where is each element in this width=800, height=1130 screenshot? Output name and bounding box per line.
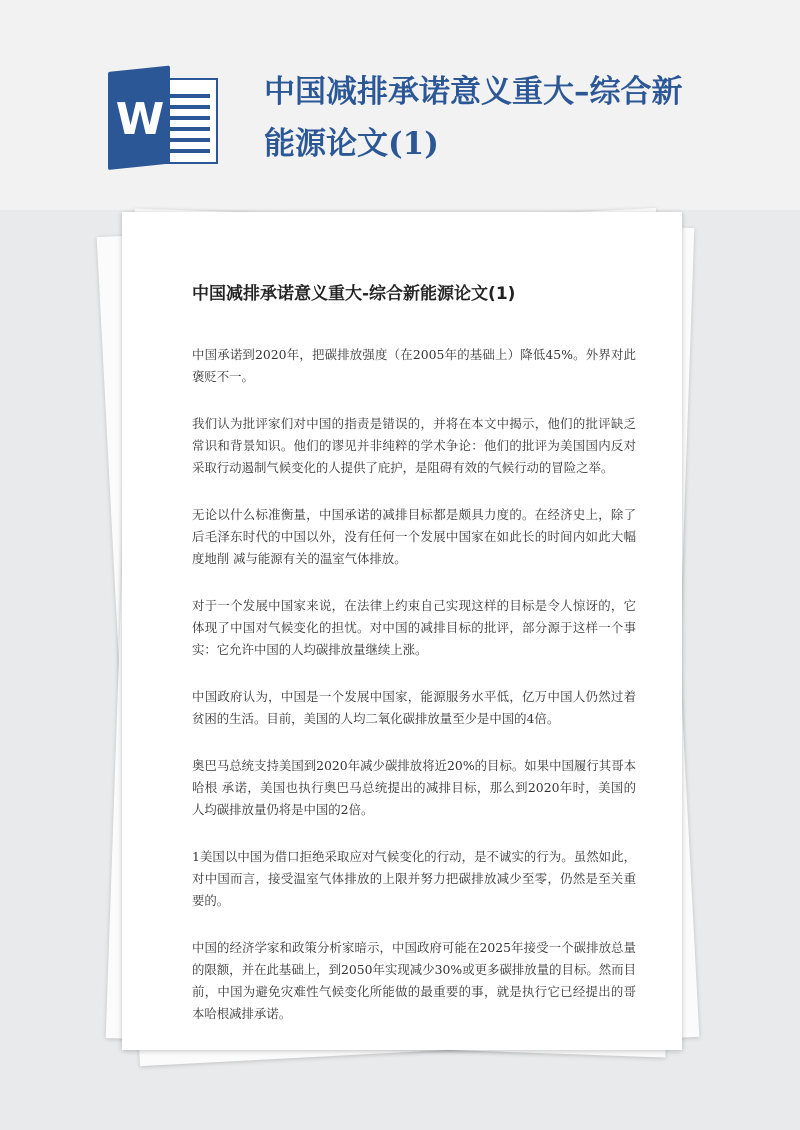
- text-line-graphic: [170, 127, 210, 131]
- document-page: [122, 212, 682, 1050]
- paragraph: 中国承诺到2020年，把碳排放强度（在2005年的基础上）降低45%。外界对此褒贬不一。: [192, 347, 636, 384]
- paragraph: 我们认为批评家们对中国的指责是错误的，并将在本文中揭示，他们的批评缺乏常识和背景知识。他们的谬见并非纯粹的学术争论：他们的批评为美国国内反对采取行动遏制气候变化的人提供了庇护，是阻碍有效的气候行动的冒险之举。: [192, 416, 636, 475]
- paragraph: 中国的经济学家和政策分析家暗示，中国政府可能在2025年接受一个碳排放总量的限额，并在此基础上，到2050年实现减少30%或更多碳排放量的目标。然而目前，中国为避免灾难性气候变化所能做的最重要的事，就是执行它已经提出的哥本哈根减排承诺。: [192, 940, 636, 1021]
- header-banner: [0, 0, 800, 210]
- paragraph: 1美国以中国为借口拒绝采取应对气候变化的行动，是不诚实的行为。虽然如此，对中国而言，接受温室气体排放的上限并努力把碳排放减少至零，仍然是至关重要的。: [192, 849, 636, 908]
- text-line-graphic: [170, 149, 210, 153]
- paragraph: 对于一个发展中国家来说，在法律上约束自己实现这样的目标是令人惊讶的，它体现了中国对气候变化的担忧。对中国的减排目标的批评，部分源于这样一个事实：它允许中国的人均碳排放量继续上涨。: [192, 598, 636, 657]
- paragraph: 中国政府认为，中国是一个发展中国家，能源服务水平低，亿万中国人仍然过着贫困的生活。目前，美国的人均二氧化碳排放量至少是中国的4倍。: [192, 689, 636, 726]
- paragraph: 奥巴马总统支持美国到2020年减少碳排放将近20%的目标。如果中国履行其哥本哈根 承诺，美国也执行奥巴马总统提出的减排目标，那么到2020年时，美国的人均碳排放量仍将是中国的2倍。: [192, 758, 636, 817]
- paragraph: 无论以什么标准衡量，中国承诺的减排目标都是颇具力度的。在经济史上，除了后毛泽东时代的中国以外，没有任何一个发展中国家在如此长的时间内如此大幅度地削 减与能源有关的温室气体排放。: [192, 507, 636, 566]
- text-line-graphic: [170, 116, 210, 120]
- text-line-graphic: [170, 138, 210, 142]
- text-line-graphic: [170, 105, 210, 109]
- document-title: 中国减排承诺意义重大-综合新能源论文(1): [192, 284, 516, 304]
- word-badge-letter: W: [115, 94, 165, 145]
- document-body: [192, 344, 636, 1050]
- page-title: 中国减排承诺意义重大–综合新能源论文(1): [264, 74, 683, 162]
- word-document-icon: [108, 72, 220, 172]
- text-line-graphic: [170, 94, 210, 98]
